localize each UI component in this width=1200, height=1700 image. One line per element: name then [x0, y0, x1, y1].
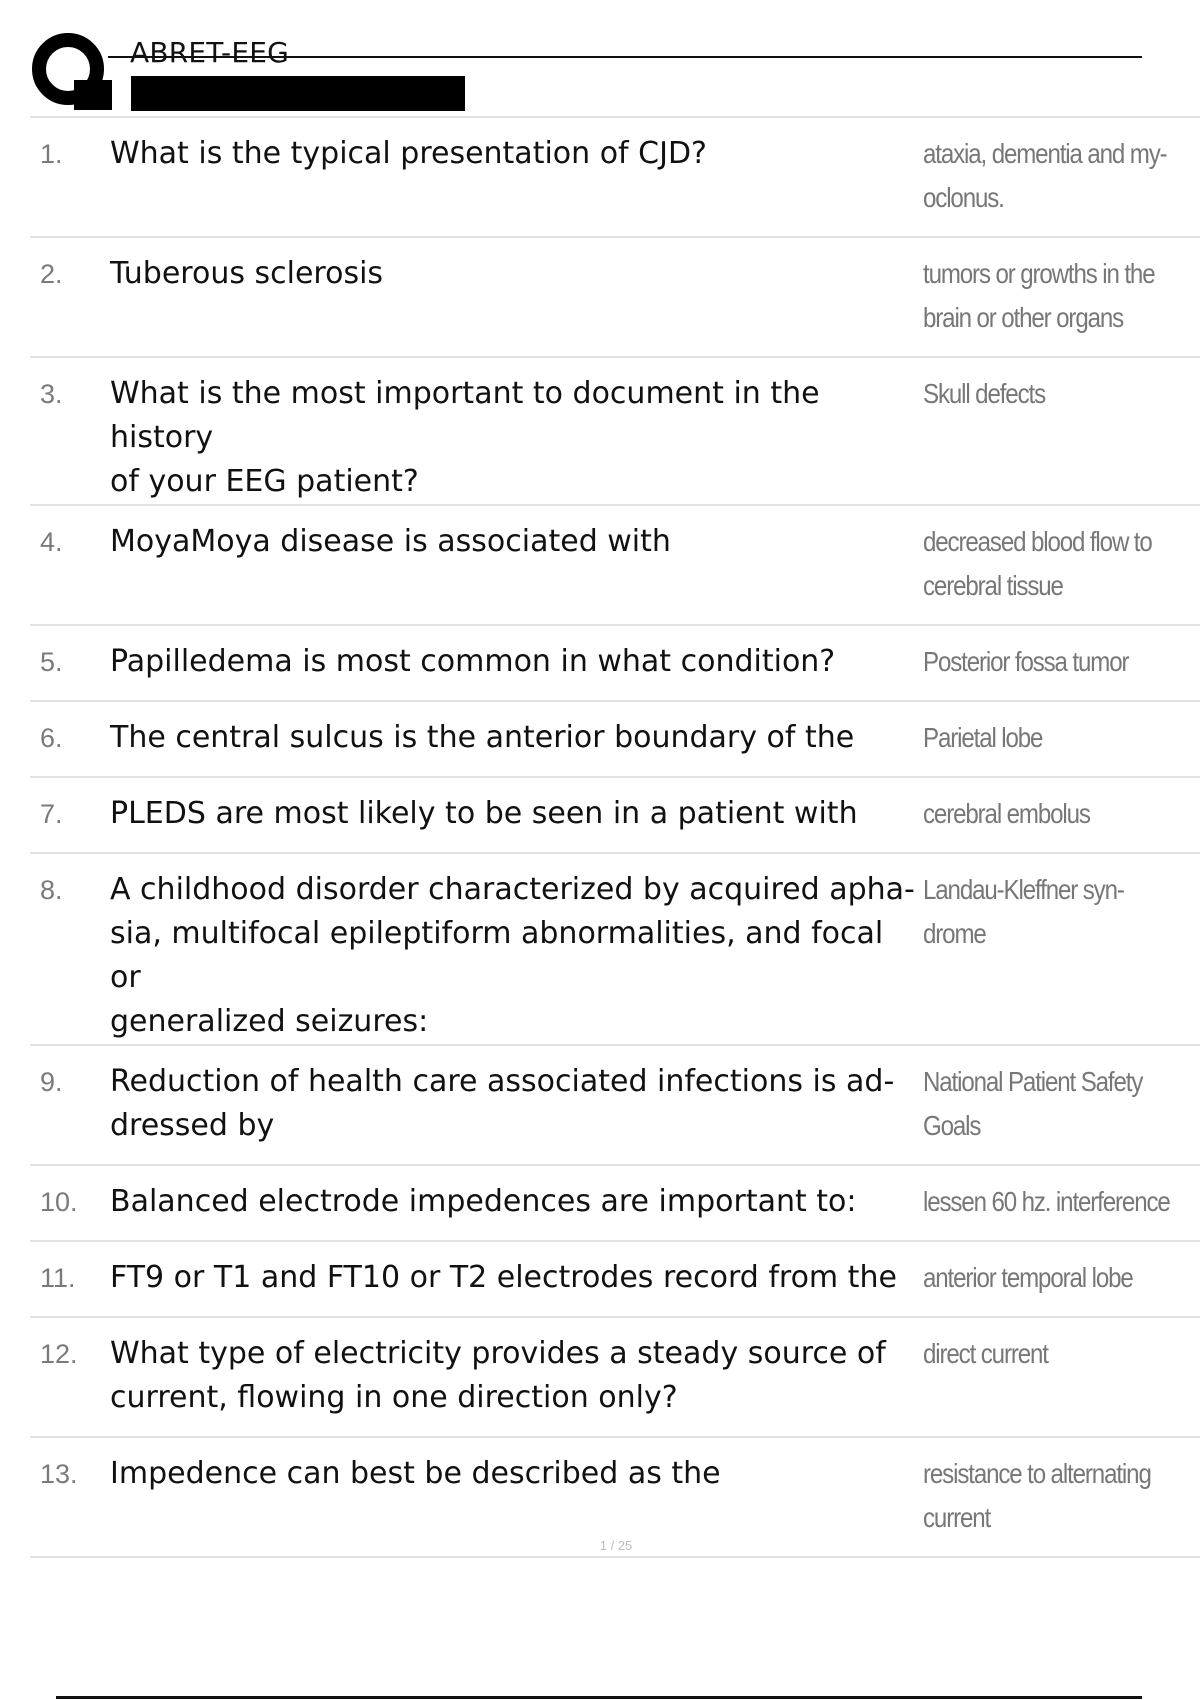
qa-item: [30, 358, 1200, 506]
item-answer: National Patient Safety Goals: [923, 1066, 1143, 1141]
item-question: Papilledema is most common in what condition?: [110, 644, 836, 679]
item-answer: anterior temporal lobe: [923, 1262, 1133, 1293]
item-answer: ataxia, dementia and my- oclonus.: [923, 138, 1167, 213]
item-question: FT9 or T1 and FT10 or T2 electrodes record from the: [110, 1260, 897, 1295]
qa-item: [30, 702, 1200, 778]
item-question: A childhood disorder characterized by acquired apha- sia, multifocal epileptiform abnormalities, and focal or generalized seizures:: [110, 872, 915, 1039]
page-indicator: 1 / 25: [599, 1538, 633, 1553]
item-question: Tuberous sclerosis: [110, 256, 384, 291]
qa-item: [30, 778, 1200, 854]
item-answer: Landau-Kleffner syn- drome: [923, 874, 1124, 949]
qa-item: [30, 118, 1200, 238]
item-question: What is the most important to document in the history of your EEG patient?: [110, 376, 820, 499]
item-answer: lessen 60 hz. interference: [923, 1186, 1170, 1217]
qa-list: [30, 116, 1200, 1558]
item-number: 7.: [40, 799, 63, 829]
qa-item: [30, 1166, 1200, 1242]
document-header: [30, 30, 1150, 110]
item-question: Reduction of health care associated infections is ad- dressed by: [110, 1064, 895, 1143]
item-number: 4.: [40, 527, 63, 557]
item-answer: tumors or growths in the brain or other organs: [923, 258, 1155, 333]
item-question: Impedence can best be described as the: [110, 1456, 721, 1491]
qa-item: [30, 1318, 1200, 1438]
item-question: MoyaMoya disease is associated with: [110, 524, 671, 559]
footer-rule: [56, 1696, 1142, 1699]
qa-item: [30, 1242, 1200, 1318]
item-question: What type of electricity provides a steady source of current, flowing in one direction only?: [110, 1336, 886, 1415]
item-number: 13.: [40, 1459, 78, 1489]
qa-item: [30, 1046, 1200, 1166]
qa-item: [30, 506, 1200, 626]
document-title: ABRET-EEG: [130, 36, 290, 69]
item-answer: cerebral embolus: [923, 798, 1090, 829]
item-question: PLEDS are most likely to be seen in a patient with: [110, 796, 858, 831]
item-answer: Skull defects: [923, 378, 1045, 409]
item-answer: resistance to alternating current: [923, 1458, 1151, 1533]
item-question: The central sulcus is the anterior boundary of the: [110, 720, 855, 755]
item-number: 2.: [40, 259, 63, 289]
redaction-bar: [131, 76, 465, 111]
item-number: 3.: [40, 379, 63, 409]
item-number: 1.: [40, 139, 63, 169]
qa-item: [30, 238, 1200, 358]
item-answer: Posterior fossa tumor: [923, 646, 1129, 677]
item-question: What is the typical presentation of CJD?: [110, 136, 707, 171]
item-number: 11.: [40, 1263, 76, 1293]
item-answer: direct current: [923, 1338, 1048, 1369]
item-question: Balanced electrode impedences are important to:: [110, 1184, 857, 1219]
qa-item: [30, 854, 1200, 1046]
item-number: 8.: [40, 875, 63, 905]
item-number: 10.: [40, 1187, 78, 1217]
item-number: 12.: [40, 1339, 78, 1369]
item-answer: Parietal lobe: [923, 722, 1043, 753]
item-number: 6.: [40, 723, 63, 753]
logo-icon: [30, 32, 112, 110]
qa-item: [30, 626, 1200, 702]
item-answer: decreased blood flow to cerebral tissue: [923, 526, 1152, 601]
item-number: 9.: [40, 1067, 63, 1097]
item-number: 5.: [40, 647, 63, 677]
